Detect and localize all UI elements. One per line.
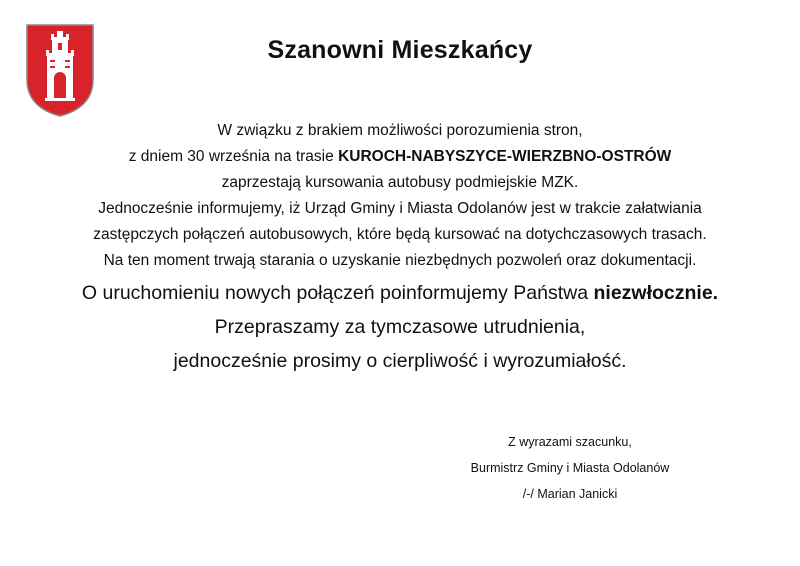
signature-role: Burmistrz Gminy i Miasta Odolanów [470,461,670,475]
body-line-7 [0,276,800,310]
body-line-8: Przepraszamy za tymczasowe utrudnienia, [214,316,586,338]
bus-route-name: KUROCH-NABYSZYCE-WIERZBNO-OSTRÓW [338,148,672,165]
signature-block [430,429,710,507]
body-line-3: zaprzestają kursowania autobusy podmiejskie MZK. [221,174,579,191]
signature-name: /-/ Marian Janicki [522,487,618,501]
body-line-1: W związku z brakiem możliwości porozumienia stron, [217,122,583,139]
body-line-9: jednocześnie prosimy o cierpliwość i wyrozumiałość. [173,350,627,372]
body-line-5: zastępczych połączeń autobusowych, które będą kursować na dotychczasowych trasach. [93,226,707,243]
signature-closing: Z wyrazami szacunku, [508,435,632,449]
body-line-4: Jednocześnie informujemy, iż Urząd Gminy i Miasta Odolanów jest w trakcie załatwiania [98,200,702,217]
body-line-6: Na ten moment trwają starania o uzyskanie niezbędnych pozwoleń oraz dokumentacji. [103,252,697,269]
announcement-body [0,118,800,378]
body-line-7-text: O uruchomieniu nowych połączeń poinformujemy Państwa [81,282,594,304]
page-title: Szanowni Mieszkańcy [267,36,533,64]
body-line-2 [0,144,800,170]
emphasis-word: niezwłocznie. [593,282,719,304]
body-line-2-text: z dniem 30 września na trasie [128,148,339,165]
